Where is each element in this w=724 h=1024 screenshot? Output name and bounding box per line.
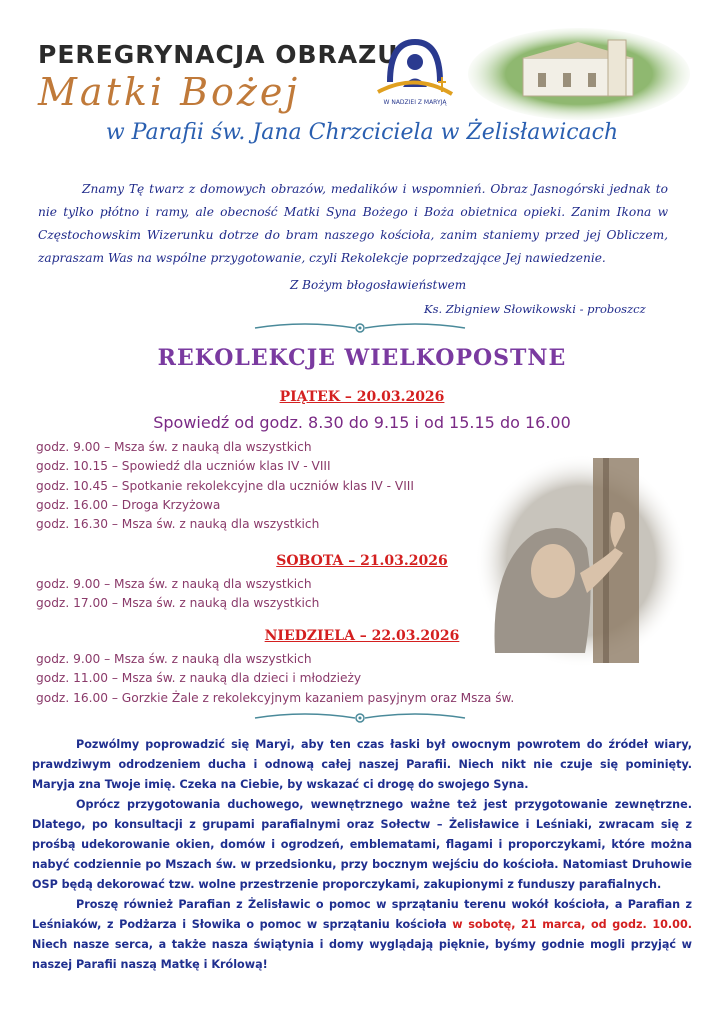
- friday-title: PIĄTEK – 20.03.2026: [279, 389, 445, 405]
- ornament-divider-top: [250, 318, 470, 338]
- title-line-1: PEREGRYNACJA OBRAZU: [38, 40, 399, 69]
- list-item: godz. 9.00 – Msza św. z nauką dla wszystkich: [36, 577, 312, 591]
- list-item: godz. 17.00 – Msza św. z nauką dla wszystkich: [36, 596, 320, 611]
- retreat-heading: REKOLEKCJE WIELKOPOSTNE: [157, 345, 567, 371]
- ornament-divider-bottom: [250, 708, 470, 728]
- title-line-3: w Parafii św. Jana Chrzciciela w Żelisławicach: [105, 120, 619, 145]
- list-item: godz. 16.30 – Msza św. z nauką dla wszystkich: [36, 517, 320, 532]
- list-item: godz. 9.00 – Msza św. z nauką dla wszystkich: [36, 440, 312, 454]
- closing-text: [32, 735, 692, 975]
- logo-text: W NADZIEI Z MARYJĄ: [383, 99, 447, 106]
- confession-times: Spowiedź od godz. 8.30 do 9.15 i od 15.15 do 16.00: [153, 413, 571, 432]
- list-item: godz. 11.00 – Msza św. z nauką dla dzieci i młodzieży: [36, 671, 362, 686]
- mary-at-cross-image: [475, 453, 687, 668]
- list-item: godz. 9.00 – Msza św. z nauką dla wszystkich: [36, 652, 312, 666]
- sunday-title: NIEDZIELA – 22.03.2026: [264, 628, 460, 644]
- list-item: godz. 10.15 – Spowiedź dla uczniów klas IV - VIII: [36, 459, 331, 474]
- church-photo: [468, 28, 690, 120]
- signature-text: Ks. Zbigniew Słowikowski - proboszcz: [424, 302, 646, 316]
- closing-paragraph-2: Oprócz przygotowania duchowego, wewnętrznego ważne też jest przygotowanie zewnętrzne. Dlatego, po konsultacji z grupami parafialnymi oraz Sołectw – Żelisławice i Leśniaki, zwracam się z prośbą udekorowanie okien, domów i ogrodzeń, emblematami, flagami i proporczykami, które można nabyć codziennie po Mszach św. w przedsionku, przy bocznym wejściu do kościoła. Natomiast Druhowie OSP będą dekorować tzw. wolne przestrzenie proporczykami, zakupionymi z funduszy parafialnych.: [32, 798, 692, 891]
- sunday-schedule: [36, 650, 514, 708]
- list-item: godz. 16.00 – Gorzkie Żale z rekolekcyjnym kazaniem pasyjnym oraz Msza św.: [36, 690, 515, 705]
- title-line-2: Matki Bożej: [38, 70, 301, 114]
- friday-schedule: [36, 438, 414, 534]
- list-item: godz. 16.00 – Droga Krzyżowa: [36, 497, 221, 512]
- intro-paragraph: Znamy Tę twarz z domowych obrazów, medalików i wspomnień. Obraz Jasnogórski jednak to nie tylko płótno i ramy, ale obecność Matki Syna Bożego i Boża obietnica opieki. Zanim Ikona w Częstochowskim Wizerunku dotrze do bram naszego kościoła, zanim staniemy przed jej Obliczem, zapraszam Was na wspólne przygotowanie, czyli Rekolekcje poprzedzające Jej nawiedzenie.: [38, 182, 668, 265]
- list-item: godz. 10.45 – Spotkanie rekolekcyjne dla uczniów klas IV - VIII: [36, 478, 414, 493]
- closing-paragraph-3: Proszę również Parafian z Żelisławic o pomoc w sprzątaniu terenu wokół kościoła, a Parafian z Leśniaków, z Podżarza i Słowika o pomoc w sprzątaniu kościoła w sobotę, 21 marca, od godz. 10.00. Niech nasze serca, a także nasza świątynia i domy wyglądają pięknie, byśmy godnie mogli przyjąć w naszej Parafii naszą Matkę i Królową!: [32, 898, 692, 971]
- saturday-title: SOBOTA – 21.03.2026: [276, 553, 448, 569]
- closing-paragraph-1: Pozwólmy poprowadzić się Maryi, aby ten czas łaski był owocnym powrotem do źródeł wiary, prawdziwym odrodzeniem ducha i odnową całej naszej Parafii. Niech nikt nie czuje się pominięty. Maryja zna Twoje imię. Czeka na Ciebie, by wskazać ci drogę do swojego Syna.: [32, 738, 692, 791]
- saturday-schedule: [36, 575, 319, 614]
- blessing-text: Z Bożym błogosławieństwem: [290, 278, 467, 292]
- hope-with-mary-logo: [370, 32, 460, 112]
- cleanup-date-highlight: w sobotę, 21 marca, od godz. 10.00.: [452, 918, 692, 931]
